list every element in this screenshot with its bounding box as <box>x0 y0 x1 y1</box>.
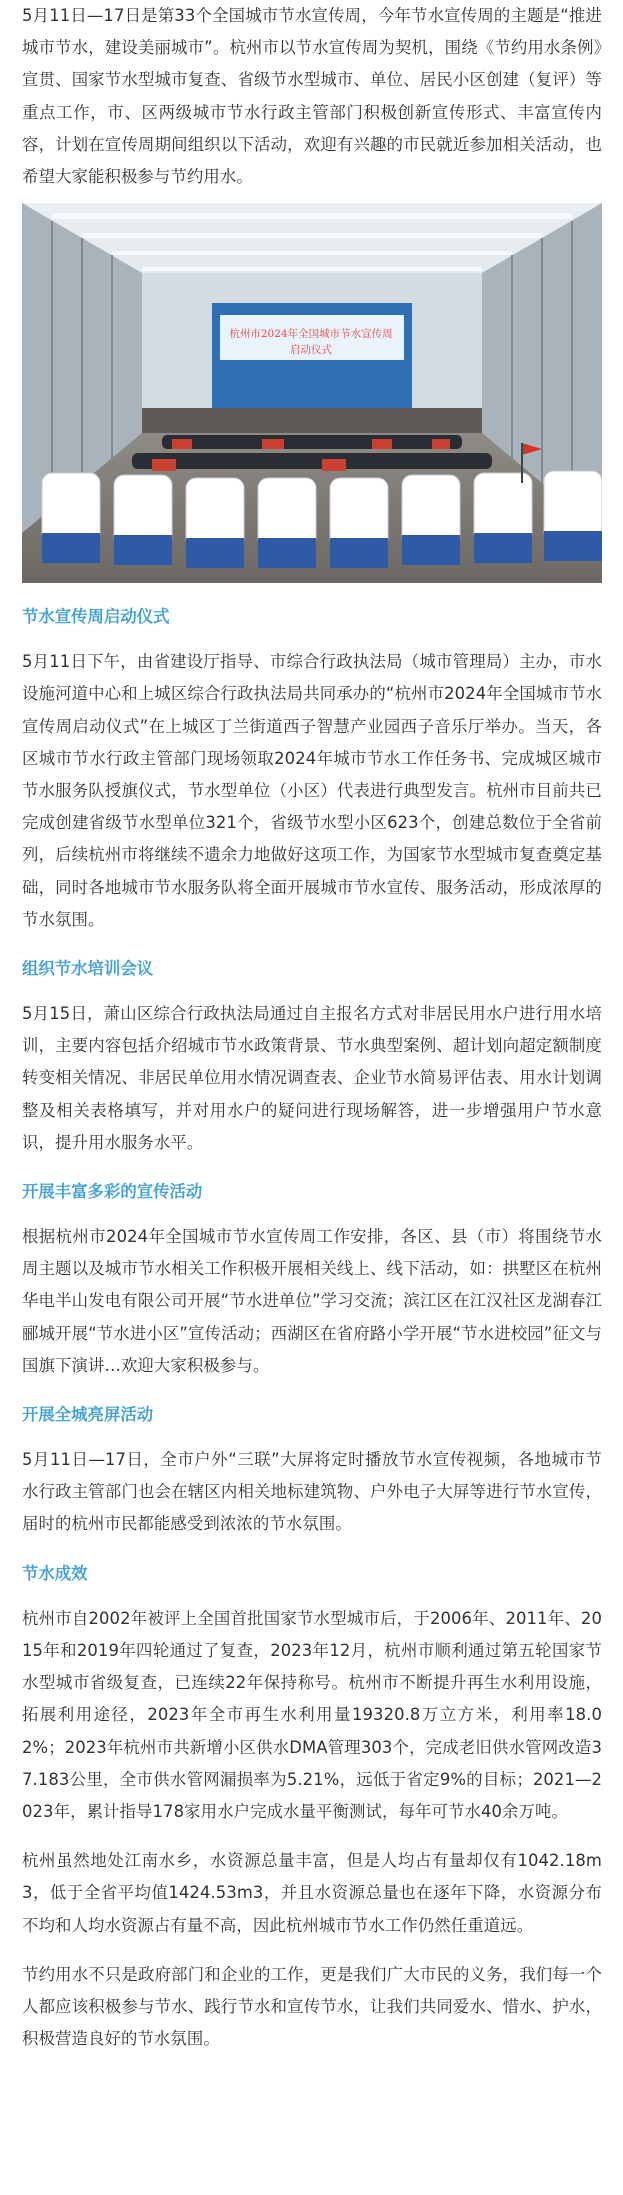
section-body: 5月11日下午，由省建设厅指导、市综合行政执法局（城市管理局）主办，市水设施河道中心和上城区综合行政执法局共同承办的“杭州市2024年全国城市节水宣传周启动仪式”在上城区丁兰街道西子智慧产业园西子音乐厅举办。当天，各区城市节水行政主管部门现场领取2024年城市节水工作任务书、完成城区城市节水服务队授旗仪式，节水型单位（小区）代表进行典型发言。杭州市目前共已完成创建省级节水型单位321个，省级节水型小区623个，创建总数位于全省前列，后续杭州市将继续不遗余力地做好这项工作，为国家节水型城市复查奠定基础，同时各地城市节水服务队将全面开展城市节水宣传、服务活动，形成浓厚的节水氛围。 <box>22 652 602 929</box>
banner-line-1: 杭州市2024年全国城市节水宣传周 <box>229 328 393 341</box>
article <box>22 0 602 2055</box>
intro-paragraph: 5月11日—17日是第33个全国城市节水宣传周，今年节水宣传周的主题是“推进城市节水，建设美丽城市”。杭州市以节水宣传周为契机，围绕《节约用水条例》宣贯、国家节水型城市复查、省级节水型城市、单位、居民小区创建（复评）等重点工作，市、区两级城市节水行政主管部门积极创新宣传形式、丰富宣传内容，计划在宣传周期间组织以下活动，欢迎有兴趣的市民就近参加相关活动，也希望大家能积极参与节约用水。 <box>22 6 602 187</box>
section-screens <box>22 1399 602 1541</box>
section-training <box>22 953 602 1159</box>
section-launch <box>22 601 602 936</box>
section-heading: 节水宣传周启动仪式 <box>22 607 170 627</box>
section-heading: 开展丰富多彩的宣传活动 <box>22 1182 203 1202</box>
section-body: 杭州市自2002年被评上全国首批国家节水型城市后，于2006年、2011年、2015年和2019年四轮通过了复查，2023年12月，杭州市顺利通过第五轮国家节水型城市省级复查，已连续22年保持称号。杭州市不断提升再生水利用设施，拓展利用途径，2023年全市再生水利用量19320.8万立方米，利用率18.02%；2023年杭州市共新增小区供水DMA管理303个，完成老旧供水管网改造37.183公里，全市供水管网漏损率为5.21%，远低于省定9%的目标；2021—2023年，累计指导178家用水户完成水量平衡测试，每年可节水40余万吨。 <box>22 1608 602 1821</box>
section-heading: 节水成效 <box>22 1563 88 1583</box>
banner-text <box>227 326 395 358</box>
section-body: 5月15日，萧山区综合行政执法局通过自主报名方式对非居民用水户进行用水培训，主要内容包括介绍城市节水政策背景、节水典型案例、超计划向超定额制度转变相关情况、非居民单位用水情况调查表、企业节水简易评估表、用水计划调整及相关表格填写，并对用水户的疑问进行现场解答，进一步增强用户节水意识，提升用水服务水平。 <box>22 1004 602 1152</box>
closing-paragraph: 节约用水不只是政府部门和企业的工作，更是我们广大市民的义务，我们每一个人都应该积极参与节水、践行节水和宣传节水，让我们共同爱水、惜水、护水，积极营造良好的节水氛围。 <box>22 1964 602 2049</box>
section-results <box>22 1558 602 1828</box>
section-heading: 开展全城亮屏活动 <box>22 1405 154 1425</box>
section-activities <box>22 1176 602 1382</box>
section-heading: 组织节水培训会议 <box>22 959 154 979</box>
event-photo <box>22 203 602 583</box>
banner-line-2: 启动仪式 <box>290 344 332 357</box>
closing-paragraph: 杭州虽然地处江南水乡，水资源总量丰富，但是人均占有量却仅有1042.18m3，低于全省平均值1424.53m3，并且水资源总量也在逐年下降，水资源分布不均和人均水资源占有量不高，因此杭州城市节水工作仍然任重道远。 <box>22 1851 602 1935</box>
section-body: 5月11日—17日，全市户外“三联”大屏将定时播放节水宣传视频，各地城市节水行政主管部门也会在辖区内相关地标建筑物、户外电子大屏等进行节水宣传，届时的杭州市民都能感受到浓浓的节水氛围。 <box>22 1450 602 1534</box>
section-body: 根据杭州市2024年全国城市节水宣传周工作安排，各区、县（市）将围绕节水周主题以及城市节水相关工作积极开展相关线上、线下活动，如：拱墅区在杭州华电半山发电有限公司开展“节水进单位”学习交流；滨江区在江汉社区龙湖春江郦城开展“节水进小区”宣传活动；西湖区在省府路小学开展“节水进校园”征文与国旗下演讲…欢迎大家积极参与。 <box>22 1227 602 1375</box>
